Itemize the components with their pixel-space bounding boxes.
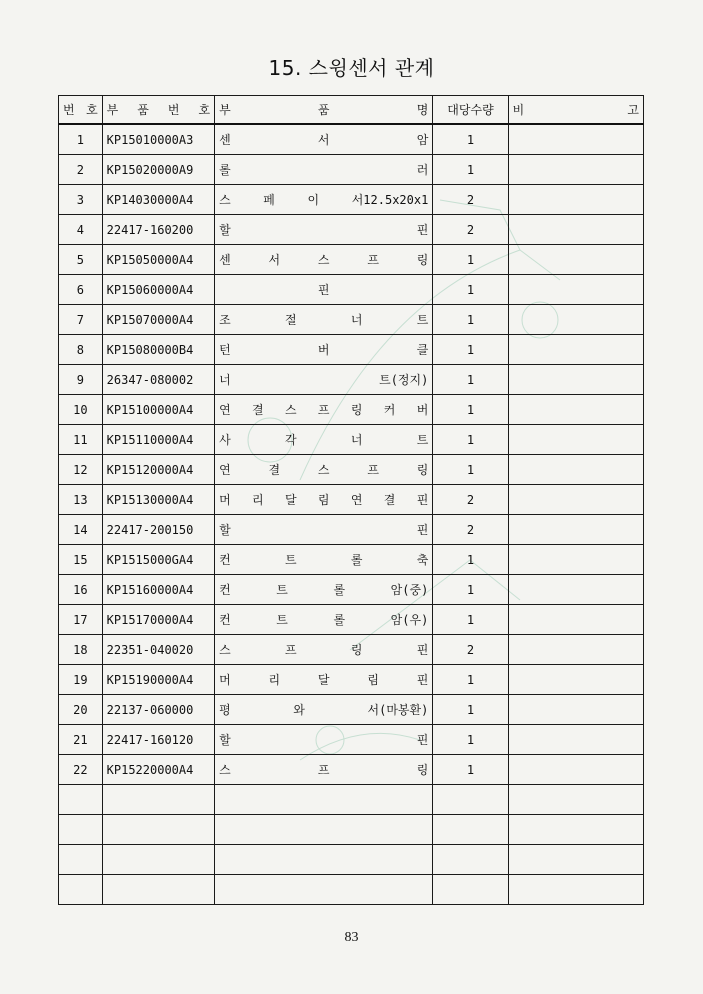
empty-cell [508, 785, 643, 815]
part-name [215, 545, 433, 575]
part-name-segment: 리 [268, 673, 281, 687]
quantity: 1 [433, 455, 508, 485]
part-name-segment: 너 [350, 313, 363, 327]
row-number: 16 [59, 575, 103, 605]
part-number: KP15060000A4 [102, 275, 214, 305]
table-row [59, 395, 644, 425]
quantity: 1 [433, 755, 508, 785]
header-number [59, 96, 103, 125]
part-number: KP15050000A4 [102, 245, 214, 275]
part-number: KP15190000A4 [102, 665, 214, 695]
part-name-segment: 결 [383, 493, 396, 507]
part-name-segment: 클 [416, 343, 429, 357]
part-number: KP15010000A3 [102, 124, 214, 155]
part-name-segment: 연 [219, 463, 231, 477]
header-part-name-segment: 품 [317, 103, 330, 117]
part-name-segment: 핀 [416, 523, 429, 537]
part-number: KP15160000A4 [102, 575, 214, 605]
part-name-segment: 서(마봉환) [367, 703, 429, 717]
header-remarks [508, 96, 643, 125]
empty-cell [59, 875, 103, 905]
empty-table-row [59, 815, 644, 845]
part-name-segment: 와 [293, 703, 305, 717]
part-name-segment: 턴 [219, 343, 231, 357]
part-name-segment: 롤 [333, 613, 346, 627]
table-row [59, 545, 644, 575]
part-name [215, 335, 433, 365]
part-name [215, 395, 433, 425]
part-name [215, 455, 433, 485]
empty-cell [508, 845, 643, 875]
parts-table-body [59, 124, 644, 905]
part-name [215, 155, 433, 185]
part-name [215, 185, 433, 215]
part-name [215, 725, 433, 755]
part-name-segment: 링 [416, 763, 429, 777]
part-name-segment: 할 [219, 223, 231, 237]
header-part-number-segment: 품 [137, 103, 149, 117]
quantity: 2 [433, 485, 508, 515]
part-number: KP15100000A4 [102, 395, 214, 425]
table-row [59, 755, 644, 785]
part-name [215, 575, 433, 605]
row-number: 1 [59, 124, 103, 155]
part-name-segment: 센 [219, 133, 231, 147]
quantity: 1 [433, 665, 508, 695]
remarks [508, 755, 643, 785]
part-number: KP15110000A4 [102, 425, 214, 455]
part-name [215, 365, 433, 395]
part-number: KP15070000A4 [102, 305, 214, 335]
parts-table [58, 95, 644, 905]
empty-cell [59, 845, 103, 875]
part-name-segment: 트 [416, 433, 429, 447]
part-name-segment: 트 [284, 553, 297, 567]
row-number: 18 [59, 635, 103, 665]
part-name-segment: 링 [416, 463, 429, 477]
table-row [59, 305, 644, 335]
part-number: 22137-060000 [102, 695, 214, 725]
part-name-segment: 커 [383, 403, 396, 417]
part-name-segment: 러 [416, 163, 429, 177]
part-name-segment: 결 [252, 403, 264, 417]
quantity: 2 [433, 515, 508, 545]
empty-cell [215, 845, 433, 875]
header-part-number [102, 96, 214, 125]
table-row [59, 245, 644, 275]
part-number: KP15220000A4 [102, 755, 214, 785]
part-name-segment: 각 [284, 433, 297, 447]
part-name-segment: 롤 [333, 583, 346, 597]
empty-cell [508, 815, 643, 845]
empty-cell [215, 815, 433, 845]
part-name-segment: 트 [416, 313, 429, 327]
remarks [508, 485, 643, 515]
part-name-segment: 림 [317, 493, 330, 507]
empty-cell [102, 815, 214, 845]
part-number: KP14030000A4 [102, 185, 214, 215]
part-name-segment: 컨 [219, 583, 231, 597]
table-row [59, 425, 644, 455]
remarks [508, 455, 643, 485]
part-name-segment: 링 [416, 253, 429, 267]
quantity: 2 [433, 635, 508, 665]
part-name-segment: 롤 [219, 163, 231, 177]
quantity: 1 [433, 335, 508, 365]
part-name-segment: 프 [367, 253, 379, 267]
header-part-name-segment: 명 [416, 103, 429, 117]
remarks [508, 335, 643, 365]
part-name-segment: 센 [219, 253, 231, 267]
remarks [508, 124, 643, 155]
part-name-segment: 연 [219, 403, 231, 417]
quantity: 1 [433, 695, 508, 725]
part-name-segment: 트(정지) [379, 373, 429, 387]
quantity: 2 [433, 215, 508, 245]
empty-table-row [59, 845, 644, 875]
part-name-segment: 이 [307, 193, 320, 207]
row-number: 13 [59, 485, 103, 515]
part-name-segment: 연 [350, 493, 363, 507]
part-name-segment: 프 [317, 763, 330, 777]
remarks [508, 395, 643, 425]
row-number: 10 [59, 395, 103, 425]
empty-cell [215, 785, 433, 815]
part-name-segment: 절 [284, 313, 297, 327]
row-number: 4 [59, 215, 103, 245]
part-name-segment: 프 [317, 403, 330, 417]
part-name-segment: 버 [317, 343, 330, 357]
part-name-segment: 스 [317, 463, 330, 477]
part-name-segment: 핀 [416, 493, 429, 507]
part-name-segment: 결 [268, 463, 281, 477]
part-number: KP15170000A4 [102, 605, 214, 635]
table-row [59, 485, 644, 515]
header-part-number-segment: 부 [106, 103, 119, 117]
header-number-segment: 번 [63, 103, 75, 117]
row-number: 20 [59, 695, 103, 725]
part-name-segment: 암(중) [390, 583, 429, 597]
page-title: 15. 스윙센서 관계 [268, 56, 435, 80]
part-name-segment: 서 [317, 133, 330, 147]
header-part-number-segment: 번 [167, 103, 180, 117]
row-number: 7 [59, 305, 103, 335]
quantity: 2 [433, 185, 508, 215]
row-number: 6 [59, 275, 103, 305]
header-row [59, 96, 644, 125]
part-name-segment: 핀 [416, 733, 429, 747]
row-number: 8 [59, 335, 103, 365]
remarks [508, 185, 643, 215]
quantity: 1 [433, 725, 508, 755]
part-name-segment: 서12.5x20x1 [351, 193, 429, 207]
part-name-segment: 달 [317, 673, 330, 687]
part-number: KP1515000GA4 [102, 545, 214, 575]
table-row [59, 575, 644, 605]
remarks [508, 425, 643, 455]
part-name-segment: 달 [284, 493, 297, 507]
row-number: 19 [59, 665, 103, 695]
empty-cell [433, 845, 508, 875]
remarks [508, 635, 643, 665]
quantity: 1 [433, 275, 508, 305]
row-number: 5 [59, 245, 103, 275]
part-name-segment: 프 [284, 643, 297, 657]
row-number: 21 [59, 725, 103, 755]
empty-cell [59, 815, 103, 845]
empty-cell [59, 785, 103, 815]
row-number: 15 [59, 545, 103, 575]
part-name-segment: 스 [219, 193, 231, 207]
row-number: 2 [59, 155, 103, 185]
empty-cell [433, 815, 508, 845]
part-name-segment: 트 [276, 583, 288, 597]
quantity: 1 [433, 245, 508, 275]
part-name-segment: 평 [219, 703, 231, 717]
table-row [59, 365, 644, 395]
part-name-segment: 암(우) [390, 613, 429, 627]
part-name-segment: 조 [219, 313, 231, 327]
part-name-segment: 너 [219, 373, 231, 387]
part-name-segment: 스 [317, 253, 330, 267]
part-name-segment: 롤 [350, 553, 363, 567]
header-part-name-segment: 부 [219, 103, 231, 117]
part-name-segment: 리 [252, 493, 264, 507]
part-name [215, 215, 433, 245]
quantity: 1 [433, 155, 508, 185]
part-name-segment: 할 [219, 523, 231, 537]
header-remarks-segment: 고 [627, 103, 639, 117]
header-number-segment: 호 [86, 103, 98, 117]
table-row [59, 665, 644, 695]
part-name-segment: 스 [219, 643, 231, 657]
header-quantity: 대당수량 [433, 96, 508, 125]
part-name [215, 305, 433, 335]
empty-table-row [59, 875, 644, 905]
part-name-segment: 컨 [219, 613, 231, 627]
remarks [508, 695, 643, 725]
quantity: 1 [433, 545, 508, 575]
part-name-segment: 스 [219, 763, 231, 777]
header-part-number-segment: 호 [198, 103, 211, 117]
part-name-segment: 축 [416, 553, 429, 567]
part-name-segment: 스 [284, 403, 297, 417]
remarks [508, 275, 643, 305]
empty-cell [433, 785, 508, 815]
part-name [215, 695, 433, 725]
remarks [508, 545, 643, 575]
row-number: 22 [59, 755, 103, 785]
part-name-segment: 핀 [416, 643, 429, 657]
header-remarks-segment: 비 [512, 103, 525, 117]
part-name [215, 485, 433, 515]
empty-cell [102, 875, 214, 905]
part-name-segment: 사 [219, 433, 231, 447]
table-row [59, 725, 644, 755]
part-name-segment: 너 [350, 433, 363, 447]
part-name-segment: 핀 [317, 283, 330, 297]
part-number: KP15080000B4 [102, 335, 214, 365]
remarks [508, 665, 643, 695]
part-name-segment: 페 [263, 193, 275, 207]
quantity: 1 [433, 575, 508, 605]
remarks [508, 245, 643, 275]
table-row [59, 455, 644, 485]
part-name-segment: 머 [219, 493, 231, 507]
empty-cell [102, 785, 214, 815]
row-number: 9 [59, 365, 103, 395]
quantity: 1 [433, 425, 508, 455]
part-name [215, 124, 433, 155]
part-name [215, 665, 433, 695]
part-number: 22417-160200 [102, 215, 214, 245]
part-name [215, 245, 433, 275]
remarks [508, 575, 643, 605]
part-number: KP15130000A4 [102, 485, 214, 515]
page-number: 83 [344, 930, 359, 945]
part-name-segment: 할 [219, 733, 231, 747]
remarks [508, 215, 643, 245]
part-number: KP15120000A4 [102, 455, 214, 485]
empty-cell [102, 845, 214, 875]
part-name-segment: 암 [416, 133, 429, 147]
remarks [508, 365, 643, 395]
header-part-name [215, 96, 433, 125]
part-name-segment: 림 [367, 673, 379, 687]
part-name [215, 425, 433, 455]
row-number: 3 [59, 185, 103, 215]
remarks [508, 305, 643, 335]
quantity: 1 [433, 605, 508, 635]
part-name-segment: 컨 [219, 553, 231, 567]
part-number: KP15020000A9 [102, 155, 214, 185]
table-row [59, 185, 644, 215]
part-name-segment: 핀 [416, 673, 429, 687]
empty-cell [433, 875, 508, 905]
part-number: 22417-160120 [102, 725, 214, 755]
remarks [508, 725, 643, 755]
table-row [59, 605, 644, 635]
empty-cell [215, 875, 433, 905]
part-name-segment: 링 [350, 643, 363, 657]
table-row [59, 635, 644, 665]
part-number: 22417-200150 [102, 515, 214, 545]
part-name-segment: 머 [219, 673, 231, 687]
remarks [508, 515, 643, 545]
row-number: 12 [59, 455, 103, 485]
part-name [215, 275, 433, 305]
quantity: 1 [433, 124, 508, 155]
remarks [508, 155, 643, 185]
empty-table-row [59, 785, 644, 815]
table-row [59, 695, 644, 725]
part-name-segment: 프 [367, 463, 379, 477]
table-row [59, 515, 644, 545]
table-row [59, 335, 644, 365]
part-name-segment: 트 [276, 613, 288, 627]
row-number: 11 [59, 425, 103, 455]
table-row [59, 275, 644, 305]
quantity: 1 [433, 305, 508, 335]
part-name-segment: 핀 [416, 223, 429, 237]
table-row [59, 124, 644, 155]
row-number: 14 [59, 515, 103, 545]
part-name-segment: 버 [416, 403, 429, 417]
part-name [215, 515, 433, 545]
part-number: 26347-080002 [102, 365, 214, 395]
quantity: 1 [433, 395, 508, 425]
table-row [59, 215, 644, 245]
row-number: 17 [59, 605, 103, 635]
remarks [508, 605, 643, 635]
quantity: 1 [433, 365, 508, 395]
empty-cell [508, 875, 643, 905]
part-number: 22351-040020 [102, 635, 214, 665]
part-name [215, 755, 433, 785]
part-name-segment: 서 [268, 253, 281, 267]
part-name-segment: 링 [350, 403, 363, 417]
table-row [59, 155, 644, 185]
part-name [215, 635, 433, 665]
part-name [215, 605, 433, 635]
